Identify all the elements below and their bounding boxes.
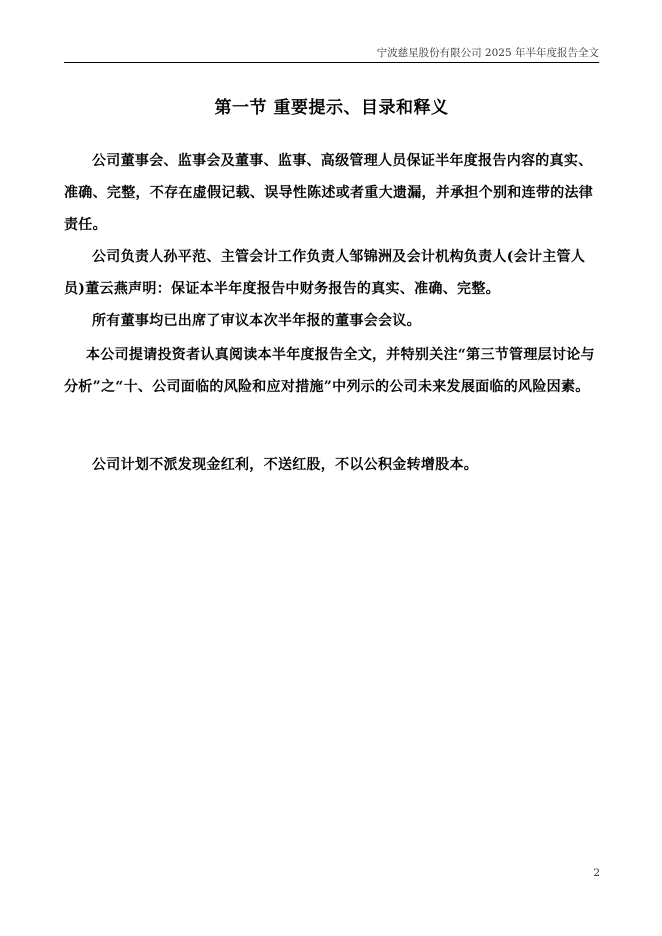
paragraph-risk-notice: 本公司提请投资者认真阅读本半年度报告全文，并特别关注“第三节管理层讨论与分析”之“十、公司面临的风险和应对措施”中列示的公司未来发展面临的风险因素。 xyxy=(64,347,595,395)
paragraph-responsible-persons-statement: 公司负责人孙平范、主管会计工作负责人邹锦洲及会计机构负责人(会计主管人员)董云燕声明：保证本半年度报告中财务报告的真实、准确、完整。 xyxy=(64,249,586,297)
page-number: 2 xyxy=(593,867,600,879)
paragraph-directors-attendance: 所有董事均已出席了审议本次半年报的董事会会议。 xyxy=(92,313,421,329)
section-title: 第一节 重要提示、目录和释义 xyxy=(214,98,449,118)
paragraph-board-guarantee: 公司董事会、监事会及董事、监事、高级管理人员保证半年度报告内容的真实、准确、完整，不存在虚假记载、误导性陈述或者重大遗漏，并承担个别和连带的法律责任。 xyxy=(64,153,594,233)
paragraph-dividend-plan: 公司计划不派发现金红利，不送红股，不以公积金转增股本。 xyxy=(92,457,479,473)
page-header: 宁波慈星股份有限公司 2025 年半年度报告全文 xyxy=(64,44,599,63)
